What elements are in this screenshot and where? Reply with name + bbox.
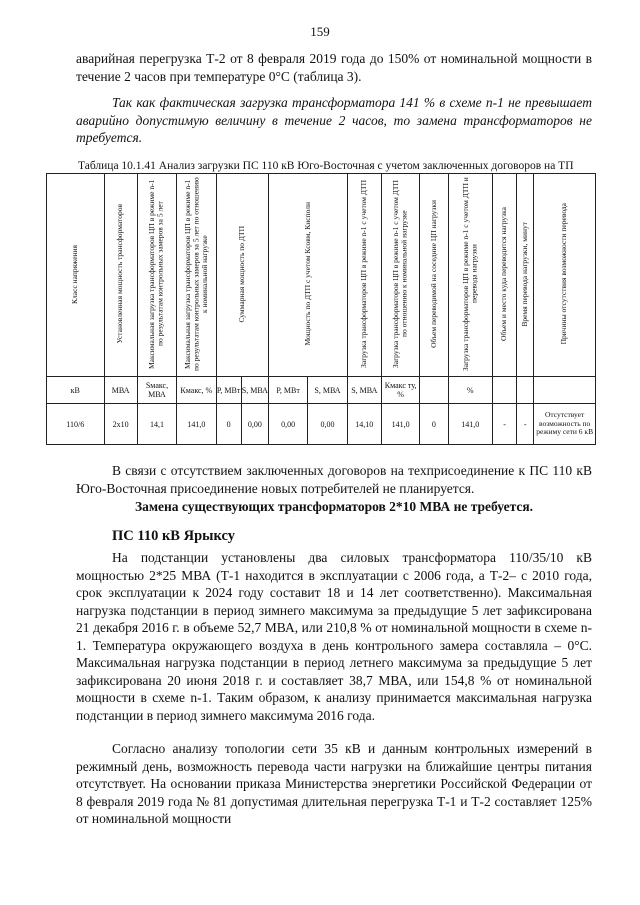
table-cell: 0	[420, 404, 448, 445]
table-row	[47, 404, 596, 445]
unit-cell: МВА	[104, 377, 137, 404]
table-cell: 0,00	[241, 404, 268, 445]
header-cell: Объем и место куда переводится нагрузка	[492, 174, 516, 377]
unit-cell: S, МВА	[347, 377, 381, 404]
unit-cell: Р, МВт	[216, 377, 241, 404]
table-cell: 14,1	[137, 404, 176, 445]
unit-cell	[517, 377, 534, 404]
load-analysis-table	[46, 173, 596, 445]
header-cell: Время перевода нагрузки, минут	[517, 174, 534, 377]
unit-cell: Р, МВт	[268, 377, 307, 404]
header-cell: Мощность по ДТП с учетом Ксовм, Кисполн	[268, 174, 347, 377]
unit-cell: Кмакс, %	[177, 377, 216, 404]
unit-cell	[492, 377, 516, 404]
section-paragraph-1: На подстанции установлены два силовых трансформатора 110/35/10 кВ мощностью 2*25 МВА (Т-1 находится в эксплуатации с 2006 года, а Т-2– с 2010 года, срок эксплуатации к 2024 году составит 18 и 14 лет соответственно). Максимальная нагрузка подстанции в период зимнего максимума за предыдущие 5 лет зафиксирована 21 декабря 2016 г. в объеме 52,7 МВА, или 210,8 % от номинальной мощности в схеме n-1. Температура окружающего воздуха в день контрольного замера составляла – 0°С. Максимальная нагрузка подстанции в период летнего максимума за предыдущие 5 лет зафиксирована 20 июня 2018 г. и составляет 38,7 МВА, или 154,8 % от номинальной мощности в схеме n-1. Таким образом, к анализу принимается максимальная нагрузка подстанции в период зимнего максимума 2016 года.	[76, 550, 592, 723]
page-number: 159	[310, 24, 330, 39]
header-cell: Объем переводимой на соседние ЦП нагрузки	[420, 174, 448, 377]
section-paragraph-2: Согласно анализу топологии сети 35 кВ и данным контрольных измерений в режимный день, возможность перевода части нагрузки на ближайшие центры питания отсутствует. На основании приказа Министерства энергетики Российской Федерации от 8 февраля 2019 года № 81 допустимая длительная перегрузка Т-1 и Т-2 составляет 125% от номинальной мощности	[76, 741, 592, 826]
intro-italic-paragraph: Так как фактическая загрузка трансформатора 141 % в схеме n-1 не превышает аварийно допустимую величину в течение 2 часов, то замена трансформаторов не требуется.	[76, 95, 592, 145]
table-cell: 110/6	[47, 404, 105, 445]
unit-cell	[420, 377, 448, 404]
table-units-row	[47, 377, 596, 404]
header-cell: Суммарная мощность по ДТП	[216, 174, 268, 377]
after-table-paragraph: В связи с отсутствием заключенных договоров на техприсоединение к ПС 110 кВ Юго-Восточная присоединение новых потребителей не планируется.	[76, 463, 592, 496]
table-cell: 0	[216, 404, 241, 445]
header-cell: Максимальная загрузка трансформаторов ЦП в режиме n-1 по результатам контрольных замеров за 5 лет по отношению к номинальной нагрузке	[177, 174, 216, 377]
table-cell: 14,10	[347, 404, 381, 445]
table-caption: Таблица 10.1.41 Анализ загрузки ПС 110 кВ Юго-Восточная с учетом заключенных договоров на ТП	[78, 160, 574, 172]
unit-cell: Кмакс ту, %	[381, 377, 419, 404]
table-cell: -	[492, 404, 516, 445]
no-replacement-statement: Замена существующих трансформаторов 2*10 МВА не требуется.	[134, 499, 534, 514]
table-header-row	[47, 174, 596, 377]
unit-cell: S, МВА	[308, 377, 347, 404]
table-cell: 141,0	[448, 404, 492, 445]
header-cell: Причины отсутствия возможности перевода	[534, 174, 596, 377]
table-cell: 2х10	[104, 404, 137, 445]
unit-cell: Sмакс, МВА	[137, 377, 176, 404]
unit-cell: %	[448, 377, 492, 404]
header-cell: Установленная мощность трансформаторов	[104, 174, 137, 377]
header-cell: Загрузка трансформаторов ЦП в режиме n-1 с учетом ДТП и перевода нагрузки	[448, 174, 492, 377]
unit-cell: S, МВА	[241, 377, 268, 404]
header-cell: Класс напряжения	[47, 174, 105, 377]
unit-cell: кВ	[47, 377, 105, 404]
header-cell: Максимальная загрузка трансформаторов ЦП в режиме n-1 по результатам контрольных замеров за 5 лет	[137, 174, 176, 377]
table-cell: 141,0	[381, 404, 419, 445]
section-heading: ПС 110 кВ Ярыксу	[112, 528, 235, 544]
header-cell: Загрузка трансформаторов ЦП в режиме n-1 с учетом ДТП по отношению к номинальной нагрузке	[381, 174, 419, 377]
intro-paragraph: аварийная перегрузка Т-2 от 8 февраля 2019 года до 150% от номинальной мощности в течение 2 часов при температуре 0°С (таблица 3).	[76, 51, 592, 84]
table-cell: 0,00	[308, 404, 347, 445]
table-cell: Отсутствует возможность по режиму сети 6 кВ	[534, 404, 596, 445]
unit-cell	[534, 377, 596, 404]
table-cell: -	[517, 404, 534, 445]
table-cell: 0,00	[268, 404, 307, 445]
table-cell: 141,0	[177, 404, 216, 445]
header-cell: Загрузка трансформаторов ЦП в режиме n-1 с учетом ДТП	[347, 174, 381, 377]
